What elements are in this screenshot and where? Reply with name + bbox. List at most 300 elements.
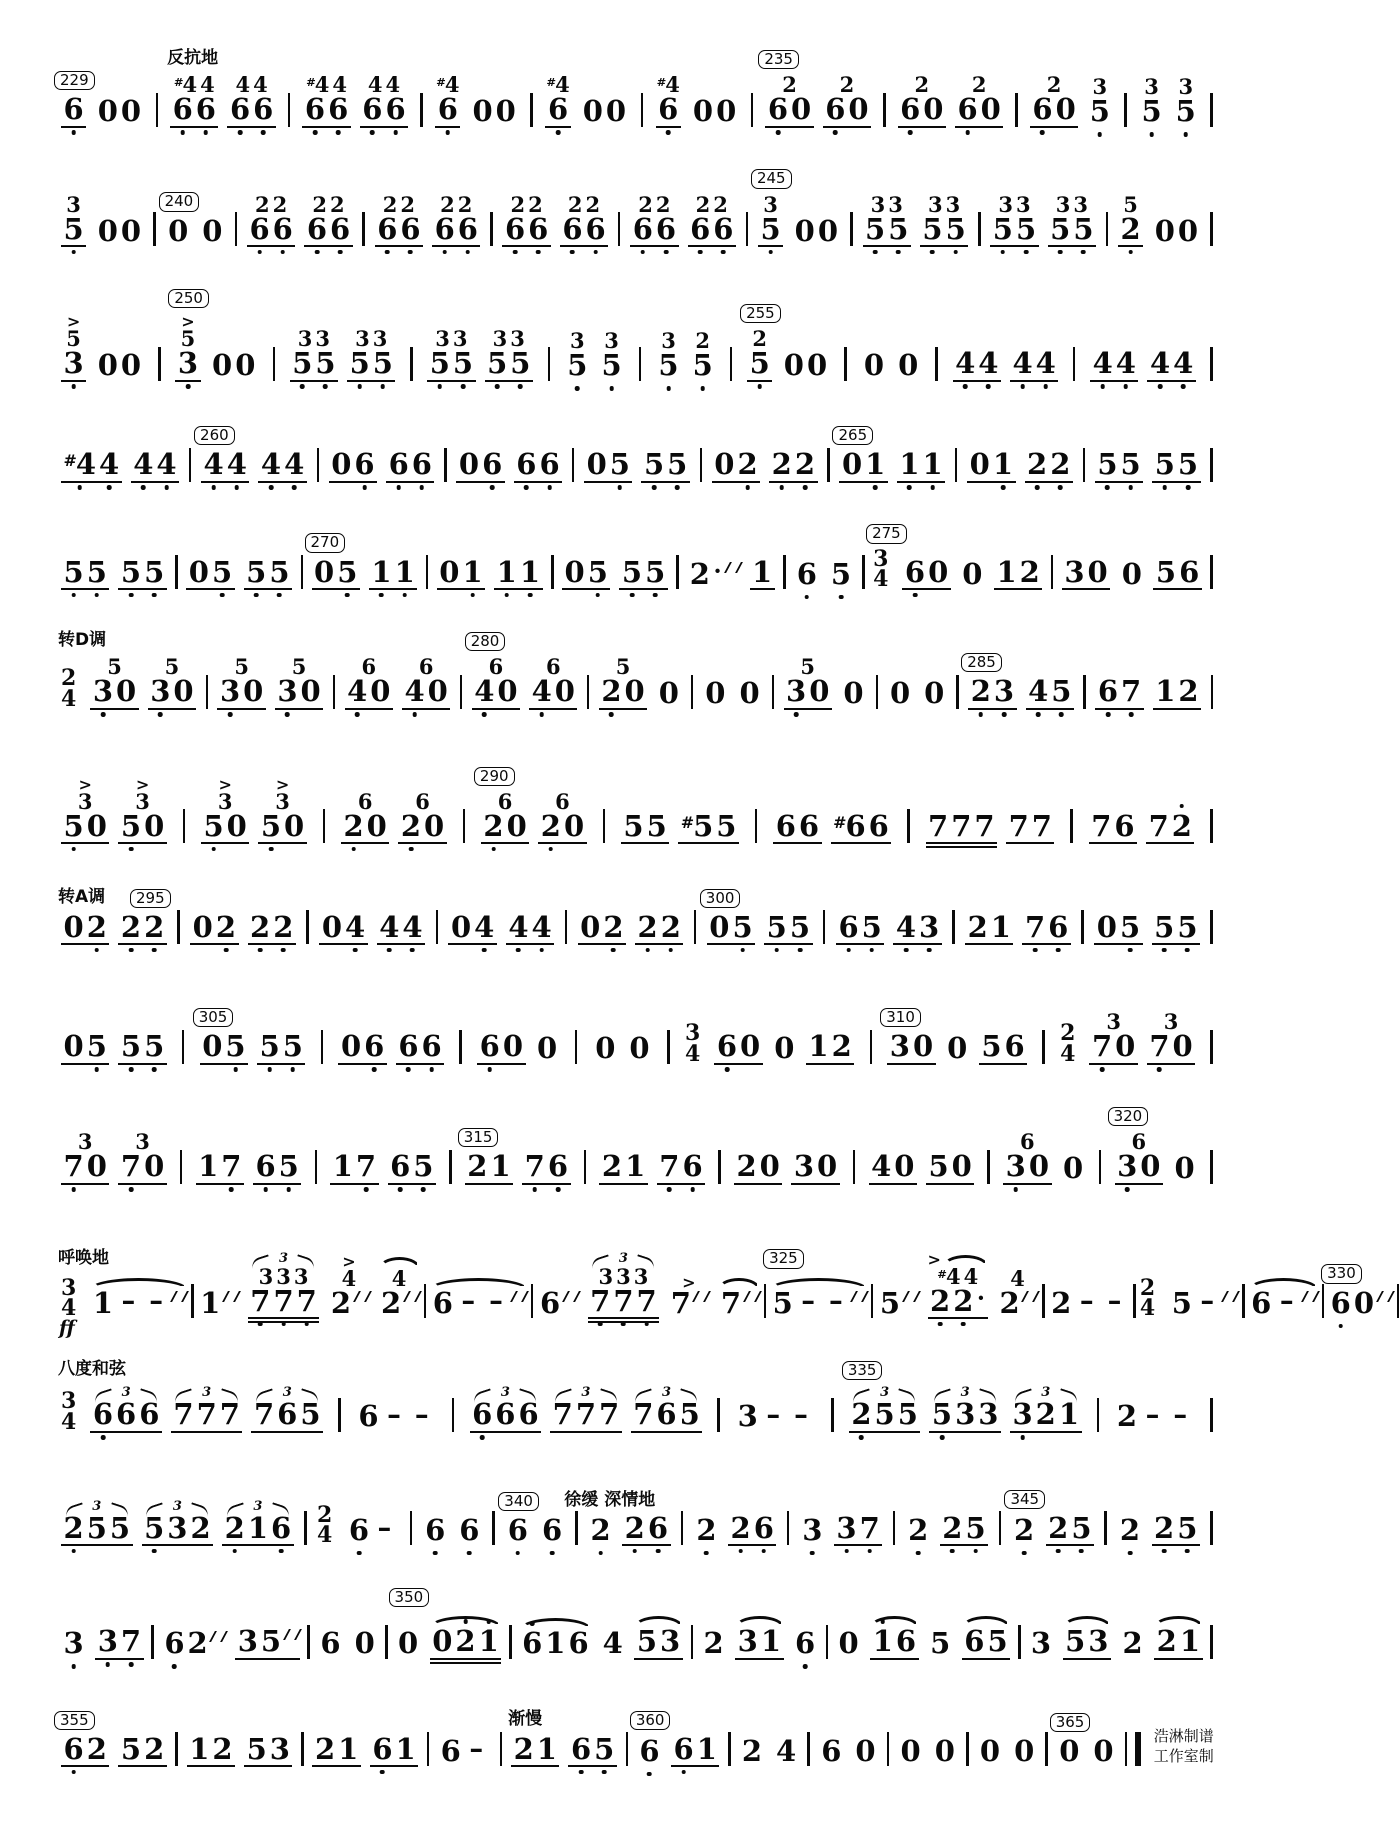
note-group bbox=[694, 1512, 719, 1547]
note-digit: 5 bbox=[314, 349, 337, 379]
time-signature bbox=[61, 665, 77, 712]
note-main bbox=[920, 211, 968, 248]
note-digit: 4 bbox=[1114, 349, 1137, 379]
note-digit: 3 bbox=[293, 1263, 309, 1289]
octave-dot-below bbox=[504, 593, 509, 598]
note-main bbox=[793, 1626, 818, 1661]
note-digit: 6 bbox=[320, 1626, 341, 1661]
note-digit: 6 bbox=[481, 450, 504, 480]
measure bbox=[198, 776, 310, 845]
note-digit: 6 bbox=[424, 1516, 447, 1546]
note-group bbox=[210, 348, 258, 383]
note-main bbox=[514, 447, 562, 483]
note-group bbox=[118, 1128, 166, 1185]
octave-dot-below bbox=[556, 1187, 561, 1192]
measure bbox=[58, 776, 170, 845]
octave-dot-below bbox=[380, 1770, 385, 1775]
note-group bbox=[897, 447, 945, 483]
note-digit: 1 bbox=[1058, 1397, 1079, 1432]
note-group bbox=[465, 1148, 513, 1185]
note-digit: 0 bbox=[1028, 1148, 1050, 1183]
note-digit: 3 bbox=[785, 677, 808, 707]
note-digit: 7 bbox=[1023, 913, 1046, 943]
note-main bbox=[118, 909, 166, 946]
measure-number: 255 bbox=[740, 304, 781, 323]
note-main bbox=[1028, 1626, 1053, 1661]
note-main bbox=[539, 1512, 564, 1547]
note-digit: 4 bbox=[332, 72, 348, 97]
measure bbox=[1092, 674, 1204, 710]
note-digit: 7 bbox=[173, 1397, 194, 1432]
note-group bbox=[247, 191, 295, 248]
note-digit: 7 bbox=[272, 1287, 295, 1317]
tremolo-mark bbox=[724, 562, 743, 573]
note-main bbox=[1057, 1733, 1082, 1768]
note-main bbox=[330, 1148, 378, 1185]
note-group bbox=[819, 1733, 844, 1768]
note-main bbox=[227, 92, 275, 128]
note-group bbox=[1115, 1128, 1163, 1185]
octave-dot-below bbox=[357, 1551, 362, 1556]
note-main bbox=[622, 1510, 670, 1547]
note-digit: 4 bbox=[1010, 1265, 1025, 1291]
note-group bbox=[318, 1626, 343, 1661]
note-digit: 6 bbox=[363, 1032, 386, 1062]
note-digit: 2 bbox=[655, 191, 671, 217]
note-group bbox=[347, 328, 395, 382]
octave-dot-below bbox=[757, 384, 762, 389]
score-line-4 bbox=[58, 404, 1214, 505]
note-main bbox=[1173, 94, 1198, 128]
octave-dot-below bbox=[1124, 384, 1129, 389]
barline bbox=[587, 675, 590, 709]
note-digit: 3 bbox=[763, 191, 778, 217]
barline bbox=[823, 910, 826, 944]
note-digit: 0 bbox=[144, 1148, 165, 1183]
note-group bbox=[599, 656, 647, 710]
note-main bbox=[769, 447, 817, 483]
note-digit: 1 bbox=[696, 1731, 717, 1766]
note-digit: 3 bbox=[1106, 1009, 1121, 1035]
barline bbox=[183, 809, 186, 843]
note-group bbox=[95, 213, 143, 248]
measure bbox=[314, 1501, 402, 1549]
note-group bbox=[539, 1512, 564, 1547]
barline bbox=[952, 910, 955, 944]
octave-dot-below bbox=[516, 1551, 521, 1556]
barline bbox=[999, 1511, 1002, 1545]
octave-dot-below bbox=[666, 386, 671, 391]
sharp-icon: # bbox=[546, 75, 556, 90]
note-digit: 6 bbox=[1004, 1029, 1025, 1064]
note-digit: 6 bbox=[1020, 1128, 1035, 1154]
note-main bbox=[1026, 674, 1074, 710]
note-digit: 5 bbox=[1153, 913, 1176, 943]
octave-dot-below bbox=[229, 1187, 234, 1192]
note-digit: 0 bbox=[848, 92, 869, 126]
note-main bbox=[955, 92, 1003, 128]
note-group bbox=[678, 808, 739, 845]
octave-dot-below bbox=[833, 130, 838, 135]
barline bbox=[1133, 1284, 1136, 1318]
note-digit: 5 bbox=[615, 654, 631, 680]
note-digit: 0 bbox=[120, 94, 142, 128]
note-main bbox=[247, 211, 295, 248]
note-digit: 6 bbox=[432, 1285, 453, 1320]
note-group bbox=[258, 776, 306, 845]
octave-dot-below bbox=[940, 1435, 945, 1440]
note-main bbox=[678, 808, 739, 845]
note-digit: 0 bbox=[962, 556, 983, 591]
note-group bbox=[1328, 1285, 1392, 1320]
note-digit: 2 bbox=[330, 191, 345, 217]
note-digit: 4 bbox=[1172, 349, 1195, 379]
note-digit: 0 bbox=[63, 1029, 84, 1064]
note-main bbox=[928, 1626, 953, 1661]
octave-dot-below bbox=[595, 593, 600, 598]
note-main bbox=[1030, 92, 1078, 128]
note-group bbox=[200, 213, 225, 248]
octave-dot-below bbox=[653, 593, 658, 598]
note-digit: 3 bbox=[217, 788, 233, 814]
note-digit: 2 bbox=[1122, 1626, 1143, 1661]
octave-dot-below bbox=[579, 1770, 584, 1775]
note-digit: 0 bbox=[900, 1733, 921, 1768]
note-group bbox=[1090, 346, 1138, 382]
note-digit: #4 bbox=[937, 1263, 961, 1289]
note-digit: 2 bbox=[907, 1516, 930, 1546]
note-digit: 0 bbox=[1093, 1733, 1114, 1768]
note-digit: 4 bbox=[253, 72, 268, 97]
barline bbox=[385, 1625, 388, 1659]
sharp-icon: # bbox=[63, 451, 76, 471]
octave-dot-below bbox=[1100, 384, 1105, 389]
note-digit: 5 bbox=[180, 326, 196, 352]
note-digit: 4 bbox=[225, 450, 248, 480]
octave-dot-below bbox=[536, 250, 541, 255]
note-main bbox=[634, 1624, 682, 1660]
note-digit: 3 bbox=[276, 1263, 291, 1289]
note-group bbox=[1152, 213, 1200, 248]
measure bbox=[1027, 74, 1116, 128]
note-main bbox=[1006, 808, 1054, 845]
measure bbox=[299, 74, 411, 128]
note-group bbox=[356, 1398, 437, 1434]
note-main bbox=[379, 1285, 420, 1320]
octave-dot-below bbox=[965, 130, 970, 135]
barline bbox=[584, 1150, 587, 1184]
note-digit: 4 bbox=[1034, 349, 1057, 379]
note-group bbox=[926, 1148, 974, 1185]
sharp-icon: # bbox=[833, 812, 846, 832]
measure bbox=[755, 169, 844, 248]
barline bbox=[755, 809, 758, 843]
octave-dot-below bbox=[532, 1187, 537, 1192]
measure bbox=[432, 74, 522, 128]
measure bbox=[58, 1128, 170, 1185]
barline bbox=[1210, 910, 1213, 944]
note-digit: 0 bbox=[1059, 1733, 1080, 1768]
note-main bbox=[545, 92, 570, 128]
note-digit: 5 bbox=[644, 558, 667, 588]
note-group bbox=[791, 1148, 839, 1185]
octave-dot-above bbox=[880, 1619, 885, 1624]
barline bbox=[1042, 1030, 1045, 1064]
score-line-6 bbox=[58, 612, 1214, 732]
note-digit: 4 bbox=[155, 450, 178, 480]
note-group bbox=[769, 447, 817, 483]
note-main bbox=[599, 1148, 647, 1185]
duration-dash: – bbox=[1079, 1285, 1094, 1318]
note-group bbox=[793, 1626, 818, 1661]
barline bbox=[410, 1511, 413, 1545]
octave-dot-below bbox=[1024, 250, 1029, 255]
note-digit: 2 bbox=[400, 191, 415, 217]
note-digit: 0 bbox=[144, 808, 165, 843]
note-group bbox=[369, 554, 417, 591]
note-digit: 5 bbox=[336, 558, 359, 588]
note-digit: 5 bbox=[281, 1032, 304, 1062]
measure-number: 365 bbox=[1050, 1713, 1091, 1732]
barline bbox=[850, 212, 853, 246]
octave-dot-below bbox=[263, 1187, 268, 1192]
measure bbox=[860, 191, 972, 248]
note-digit: 6 bbox=[458, 1516, 481, 1546]
octave-dot-below bbox=[1040, 130, 1045, 135]
note-main bbox=[118, 1148, 166, 1185]
note-group bbox=[494, 554, 542, 591]
note-group bbox=[360, 74, 408, 128]
barline bbox=[182, 1030, 185, 1064]
note-group bbox=[887, 676, 912, 711]
note-group bbox=[877, 1285, 918, 1320]
note-group bbox=[906, 1512, 931, 1547]
note-main bbox=[95, 1624, 143, 1660]
note-digit: 3 bbox=[616, 1263, 631, 1289]
barline bbox=[807, 1732, 810, 1766]
measure bbox=[709, 447, 821, 483]
note-group bbox=[1010, 1385, 1082, 1433]
note-main bbox=[472, 674, 520, 710]
note-digit: 0 bbox=[605, 94, 627, 128]
octave-dot-below bbox=[602, 1770, 607, 1775]
barline bbox=[1099, 1150, 1102, 1184]
octave-dot-below bbox=[844, 1549, 849, 1554]
measure bbox=[923, 808, 1058, 845]
note-group bbox=[61, 776, 109, 845]
octave-dot-below bbox=[398, 1187, 403, 1192]
note-digit: 1 bbox=[461, 558, 484, 588]
note-main bbox=[770, 1285, 867, 1320]
octave-dot-below bbox=[220, 593, 225, 598]
octave-dot-below bbox=[513, 250, 518, 255]
note-main bbox=[1120, 1626, 1145, 1661]
measure bbox=[965, 652, 1077, 710]
measure bbox=[159, 1624, 303, 1661]
note-main bbox=[61, 1510, 133, 1547]
note-group bbox=[1048, 191, 1096, 248]
accent-mark: > bbox=[135, 774, 150, 794]
octave-dot-below bbox=[550, 1551, 555, 1556]
note-group bbox=[329, 447, 377, 483]
note-main bbox=[906, 1512, 931, 1547]
octave-dot-below bbox=[228, 712, 233, 717]
note-digit: #4 bbox=[436, 72, 460, 97]
note-digit: 2 bbox=[999, 1285, 1020, 1320]
note-digit: 0 bbox=[202, 1029, 223, 1064]
note-digit: 4 bbox=[963, 1263, 979, 1289]
note-group bbox=[671, 1731, 719, 1768]
octave-dot-below bbox=[402, 593, 407, 598]
barline bbox=[772, 675, 775, 709]
barline bbox=[1015, 93, 1018, 127]
note-digit: 2 bbox=[214, 913, 237, 943]
note-digit: 4 bbox=[1027, 677, 1050, 707]
note-digit: 4 bbox=[98, 450, 121, 480]
note-digit: 4 bbox=[378, 913, 401, 943]
barline bbox=[1210, 555, 1213, 589]
octave-dot-below bbox=[846, 948, 851, 953]
measure-number: 300 bbox=[700, 889, 741, 908]
note-main bbox=[707, 909, 755, 946]
note-digit: 0 bbox=[841, 447, 863, 482]
octave-dot-below bbox=[107, 485, 112, 490]
note-digit: 3 bbox=[1055, 191, 1071, 217]
note-group bbox=[166, 213, 191, 248]
note-group bbox=[1147, 346, 1195, 382]
note-group bbox=[657, 1148, 705, 1185]
duration-dash: – bbox=[377, 1512, 392, 1545]
octave-dot-below bbox=[1162, 948, 1167, 953]
note-group bbox=[1003, 1128, 1051, 1185]
octave-dot-below bbox=[461, 384, 466, 389]
note-digit: 3 bbox=[269, 1731, 290, 1766]
note-main bbox=[953, 346, 1001, 382]
note-digit: 3 bbox=[604, 328, 619, 354]
note-digit: 0 bbox=[212, 348, 233, 383]
note-digit: 5 bbox=[224, 1032, 247, 1062]
accent-mark: > bbox=[218, 774, 232, 794]
note-digit: 6 bbox=[371, 1735, 394, 1765]
note-digit: 5 bbox=[921, 215, 944, 245]
octave-dot-below bbox=[640, 250, 645, 255]
note-main bbox=[792, 213, 840, 248]
octave-dot-above bbox=[463, 1619, 468, 1624]
octave-dot-below bbox=[338, 250, 343, 255]
octave-dot-below bbox=[1105, 485, 1110, 490]
note-group bbox=[437, 554, 485, 591]
measure bbox=[1246, 1274, 1321, 1320]
note-main bbox=[175, 346, 200, 382]
note-digit: 7 bbox=[196, 1397, 217, 1432]
note-group bbox=[200, 1029, 248, 1065]
note-group bbox=[580, 94, 628, 128]
note-digit: 2 bbox=[1156, 1624, 1177, 1659]
note-digit: 6 bbox=[631, 215, 654, 245]
tremolo-mark bbox=[1221, 1291, 1240, 1302]
note-main bbox=[1022, 909, 1070, 946]
note-group bbox=[765, 74, 813, 128]
note-digit: 3 bbox=[135, 1128, 150, 1154]
note-main bbox=[430, 1285, 527, 1320]
note-main bbox=[538, 808, 586, 845]
note-digit: 5 bbox=[234, 654, 249, 680]
measure bbox=[1136, 76, 1201, 128]
note-main bbox=[734, 1148, 782, 1185]
note-group bbox=[965, 909, 1013, 946]
note-group bbox=[251, 1385, 323, 1433]
measure bbox=[962, 909, 1074, 946]
octave-dot-below bbox=[285, 712, 290, 717]
measure-number: 305 bbox=[193, 1008, 234, 1027]
note-digit: 3 bbox=[1092, 74, 1108, 99]
measure bbox=[562, 330, 627, 382]
octave-dot-below bbox=[930, 485, 935, 490]
note-group bbox=[1011, 1512, 1036, 1547]
note-group bbox=[61, 1731, 109, 1768]
note-main bbox=[839, 447, 887, 483]
note-digit: 2 bbox=[314, 1731, 336, 1766]
measure bbox=[895, 1733, 960, 1768]
note-main bbox=[1249, 1285, 1318, 1320]
measure bbox=[731, 1148, 843, 1185]
barline bbox=[1042, 1284, 1045, 1318]
octave-dot-below bbox=[71, 130, 76, 135]
note-main bbox=[511, 1731, 559, 1768]
note-main bbox=[90, 1285, 187, 1320]
note-group bbox=[967, 447, 1015, 483]
octave-dot-below bbox=[776, 130, 781, 135]
octave-dot-below bbox=[666, 130, 671, 135]
note-main bbox=[1010, 346, 1058, 382]
note-main bbox=[962, 1624, 1010, 1660]
measure bbox=[618, 808, 742, 845]
measure bbox=[653, 330, 718, 382]
note-group bbox=[95, 1624, 143, 1660]
barline bbox=[333, 675, 336, 709]
octave-dot-below bbox=[164, 485, 169, 490]
note-digit: 3 bbox=[945, 191, 961, 217]
note-group bbox=[545, 74, 571, 128]
note-main bbox=[1153, 554, 1201, 591]
note-digit: 2 bbox=[736, 1148, 757, 1183]
barline bbox=[956, 675, 959, 709]
measure bbox=[1057, 1011, 1198, 1065]
note-digit: 2 bbox=[1118, 1516, 1141, 1546]
note-digit: 5 bbox=[800, 654, 815, 680]
octave-dot-below bbox=[323, 384, 328, 389]
measure bbox=[58, 1499, 297, 1547]
note-digit: 2 bbox=[440, 191, 455, 217]
octave-dot-below bbox=[1056, 1549, 1061, 1554]
note-main bbox=[1091, 1733, 1116, 1768]
note-group bbox=[747, 328, 772, 382]
note-digit: 1 bbox=[545, 1626, 566, 1661]
note-digit: 6 bbox=[752, 1514, 775, 1544]
note-digit: 6 bbox=[139, 1397, 160, 1432]
octave-dot-below bbox=[598, 1551, 603, 1556]
octave-dot-below bbox=[238, 130, 243, 135]
note-main bbox=[1152, 213, 1200, 248]
barline bbox=[639, 347, 642, 381]
note-digit: 2 bbox=[1012, 1516, 1035, 1546]
note-group bbox=[588, 1251, 660, 1320]
note-group bbox=[1091, 1733, 1116, 1768]
measure bbox=[58, 191, 147, 248]
note-group bbox=[839, 447, 887, 483]
note-digit: 5 bbox=[119, 558, 142, 588]
note-group bbox=[734, 1148, 782, 1185]
